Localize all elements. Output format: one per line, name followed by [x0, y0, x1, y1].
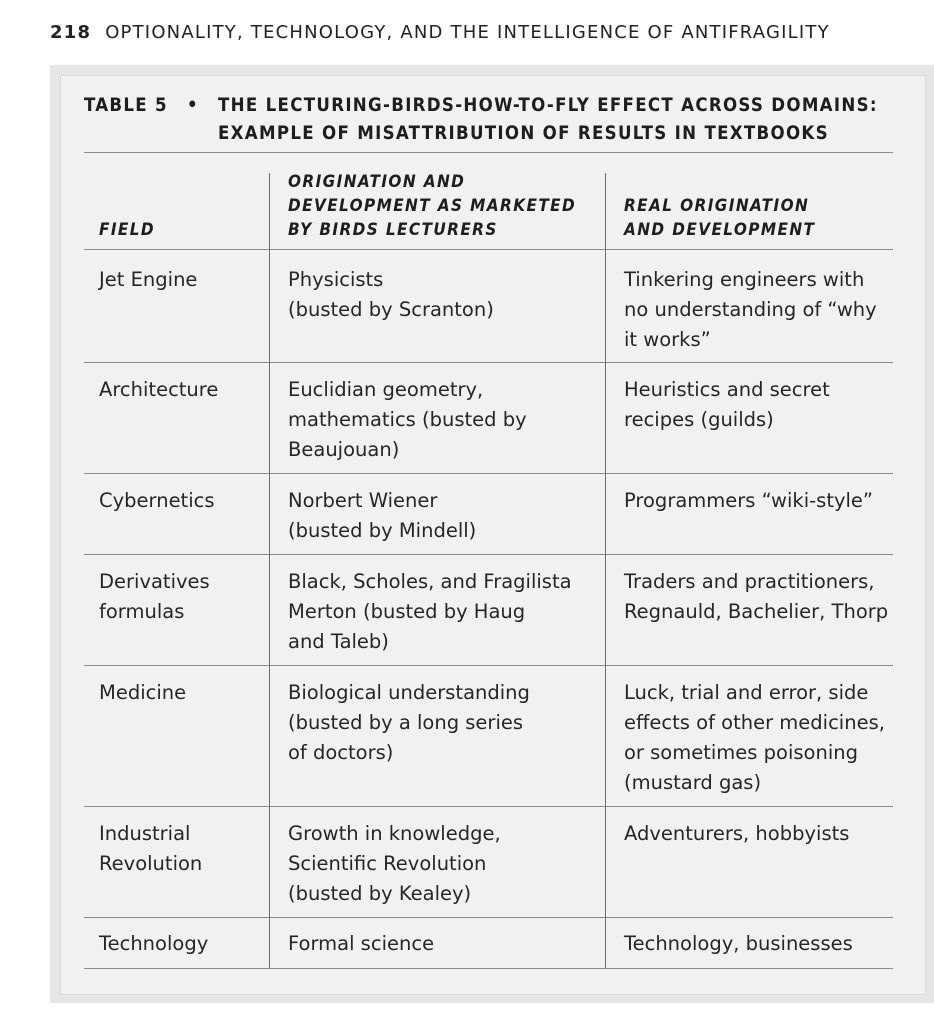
cell-line: Growth in knowledge, [288, 822, 501, 845]
cell-line: Cybernetics [99, 489, 215, 512]
cell-line: Biological understanding [288, 681, 530, 704]
cell-line: Merton (busted by Haug [288, 600, 526, 623]
cell-line: Beaujouan) [288, 438, 400, 461]
cell-marketed [288, 265, 494, 325]
cell-line: Formal science [288, 932, 435, 955]
running-head-title: OPTIONALITY, TECHNOLOGY, AND THE INTELLIGENCE OF ANTIFRAGILITY [105, 22, 830, 43]
cell-line: Physicists [288, 268, 384, 291]
header-field [99, 218, 155, 242]
cell-field [99, 678, 186, 708]
cell-real [624, 819, 849, 849]
cell-field [99, 375, 218, 405]
cell-line: Heuristics and secret [624, 378, 830, 401]
table-title-line: THE LECTURING-BIRDS-HOW-TO-FLY EFFECT ACROSS DOMAINS: [218, 95, 878, 116]
header-line: ORIGINATION AND [288, 172, 466, 192]
cell-line: recipes (guilds) [624, 408, 774, 431]
header-marketed [288, 170, 576, 242]
cell-line: Medicine [99, 681, 187, 704]
cell-field [99, 929, 208, 959]
cell-field [99, 567, 210, 627]
caption-bullet: • [187, 95, 199, 116]
cell-field [99, 486, 215, 516]
rule-row-2 [84, 473, 893, 474]
cell-line: (busted by Kealey) [288, 882, 472, 905]
header-line: DEVELOPMENT AS MARKETED [288, 196, 577, 216]
header-line: FIELD [99, 220, 156, 240]
cell-line: Euclidian geometry, [288, 378, 484, 401]
cell-line: Black, Scholes, and Fragilista [288, 570, 572, 593]
running-head [50, 22, 830, 43]
cell-line: Programmers “wiki-style” [624, 489, 874, 512]
cell-line: Scientific Revolution [288, 852, 487, 875]
cell-line: Jet Engine [99, 268, 198, 291]
cell-real [624, 929, 853, 959]
page-number: 218 [50, 22, 92, 43]
cell-real [624, 375, 830, 435]
cell-real [624, 678, 885, 798]
cell-line: (busted by Mindell) [288, 519, 477, 542]
cell-real [624, 265, 877, 355]
cell-real [624, 567, 888, 627]
cell-marketed [288, 819, 501, 909]
cell-line: or sometimes poisoning [624, 741, 858, 764]
cell-line: Luck, trial and error, side [624, 681, 869, 704]
cell-field [99, 819, 202, 879]
column-divider-2 [605, 173, 606, 968]
cell-line: Tinkering engineers with [624, 268, 865, 291]
cell-line: Regnauld, Bachelier, Thorp [624, 600, 889, 623]
cell-marketed [288, 486, 476, 546]
cell-line: no understanding of “why [624, 298, 877, 321]
cell-line: formulas [99, 600, 185, 623]
header-line: BY BIRDS LECTURERS [288, 220, 498, 240]
header-real [624, 194, 815, 242]
cell-line: Architecture [99, 378, 219, 401]
cell-line: Industrial [99, 822, 191, 845]
cell-line: (busted by Scranton) [288, 298, 494, 321]
cell-line: effects of other medicines, [624, 711, 885, 734]
cell-marketed [288, 567, 572, 657]
cell-line: it works” [624, 328, 711, 351]
rule-bottom [84, 968, 893, 969]
cell-line: Technology, businesses [624, 932, 853, 955]
cell-line: Traders and practitioners, [624, 570, 875, 593]
cell-line: and Taleb) [288, 630, 389, 653]
header-line: REAL ORIGINATION [624, 196, 810, 216]
rule-row-5 [84, 806, 893, 807]
cell-marketed [288, 678, 530, 768]
cell-marketed [288, 929, 434, 959]
cell-line: (mustard gas) [624, 771, 762, 794]
cell-marketed [288, 375, 527, 465]
cell-line: mathematics (busted by [288, 408, 527, 431]
cell-field [99, 265, 197, 295]
cell-line: Technology [99, 932, 209, 955]
rule-row-1 [84, 362, 893, 363]
rule-header [84, 249, 893, 250]
rule-top [84, 152, 893, 153]
table-title-line: EXAMPLE OF MISATTRIBUTION OF RESULTS IN TEXTBOOKS [218, 123, 829, 144]
cell-line: Derivatives [99, 570, 210, 593]
column-divider-1 [269, 173, 270, 968]
rule-row-6 [84, 917, 893, 918]
cell-real [624, 486, 873, 516]
cell-line: of doctors) [288, 741, 394, 764]
cell-line: Norbert Wiener [288, 489, 438, 512]
cell-line: (busted by a long series [288, 711, 524, 734]
rule-row-4 [84, 665, 893, 666]
header-line: AND DEVELOPMENT [624, 220, 816, 240]
rule-row-3 [84, 554, 893, 555]
cell-line: Revolution [99, 852, 203, 875]
cell-line: Adventurers, hobbyists [624, 822, 850, 845]
table-title [218, 92, 878, 148]
table-number: TABLE 5 [84, 95, 168, 116]
